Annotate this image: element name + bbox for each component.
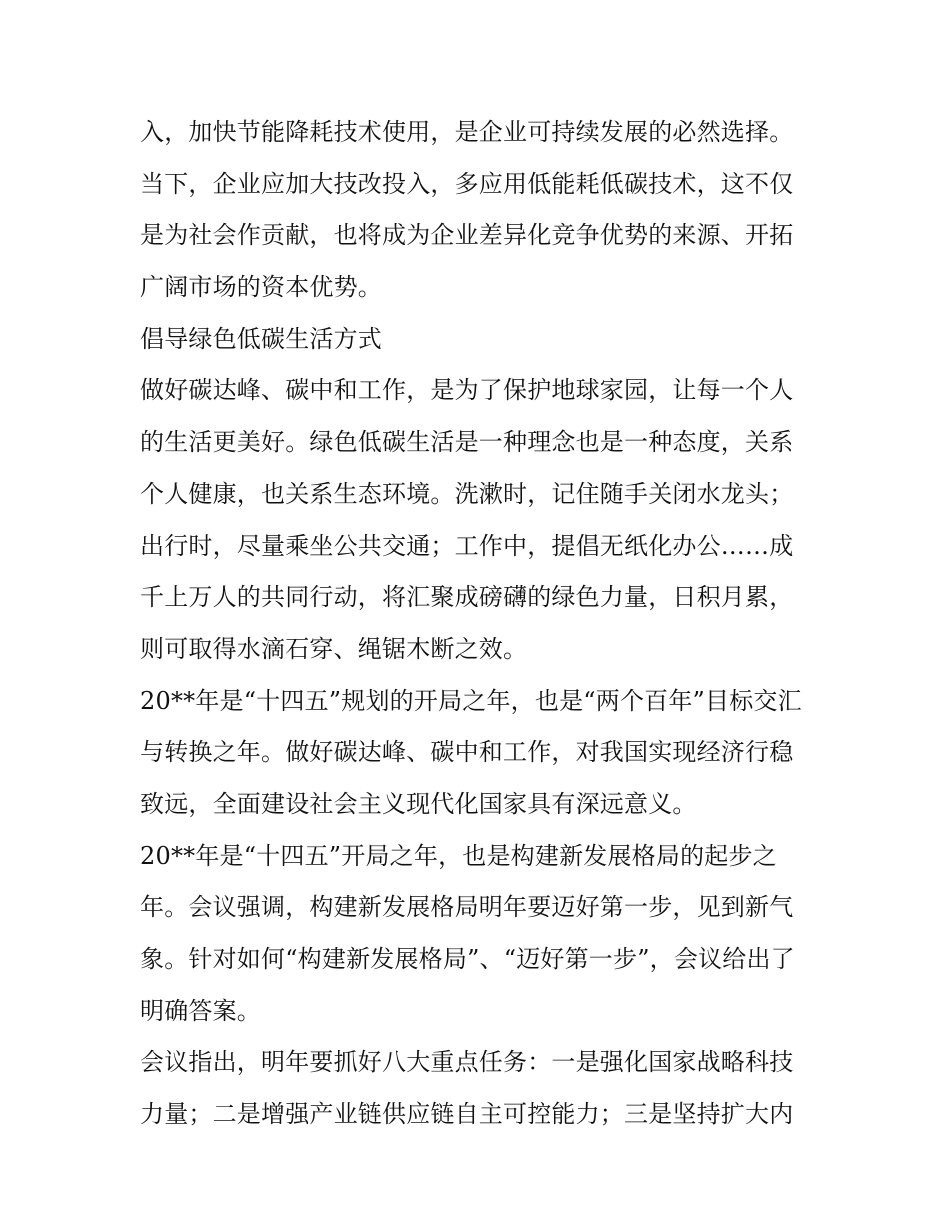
text-line: 力量；二是增强产业链供应链自主可控能力；三是坚持扩大内	[140, 1100, 794, 1129]
text-line: 出行时，尽量乘坐公共交通；工作中，提倡无纸化办公……成	[140, 531, 794, 560]
text-line: 20**年是“十四五”开局之年，也是构建新发展格局的起步之	[140, 841, 777, 870]
body-text	[140, 107, 820, 1141]
text-line: 会议指出，明年要抓好八大重点任务：一是强化国家战略科技	[140, 1048, 794, 1077]
section-heading: 倡导绿色低碳生活方式	[140, 324, 382, 353]
text-line: 入，加快节能降耗技术使用，是企业可持续发展的必然选择。	[140, 118, 794, 146]
text-line: 千上万人的共同行动，将汇聚成磅礴的绿色力量，日积月累，	[140, 583, 794, 612]
text-line: 是为社会作贡献，也将成为企业差异化竞争优势的来源、开拓	[140, 221, 794, 250]
text-line: 致远，全面建设社会主义现代化国家具有深远意义。	[140, 789, 697, 818]
text-line: 年。会议强调，构建新发展格局明年要迈好第一步，见到新气	[140, 893, 794, 922]
text-line: 则可取得水滴石穿、绳锯木断之效。	[140, 634, 528, 663]
text-line: 广阔市场的资本优势。	[140, 273, 382, 302]
text-line: 20**年是“十四五”规划的开局之年，也是“两个百年”目标交汇	[140, 686, 802, 715]
text-line: 明确答案。	[140, 996, 261, 1025]
text-line: 当下，企业应加大技改投入，多应用低能耗低碳技术，这不仅	[140, 169, 794, 198]
text-line: 做好碳达峰、碳中和工作，是为了保护地球家园，让每一个人	[140, 376, 794, 405]
text-line: 与转换之年。做好碳达峰、碳中和工作，对我国实现经济行稳	[140, 738, 794, 767]
text-line: 象。针对如何“构建新发展格局”、“迈好第一步”，会议给出了	[140, 945, 795, 973]
text-line: 个人健康，也关系生态环境。洗漱时，记住随手关闭水龙头；	[140, 479, 794, 508]
text-line: 的生活更美好。绿色低碳生活是一种理念也是一种态度，关系	[140, 428, 794, 457]
